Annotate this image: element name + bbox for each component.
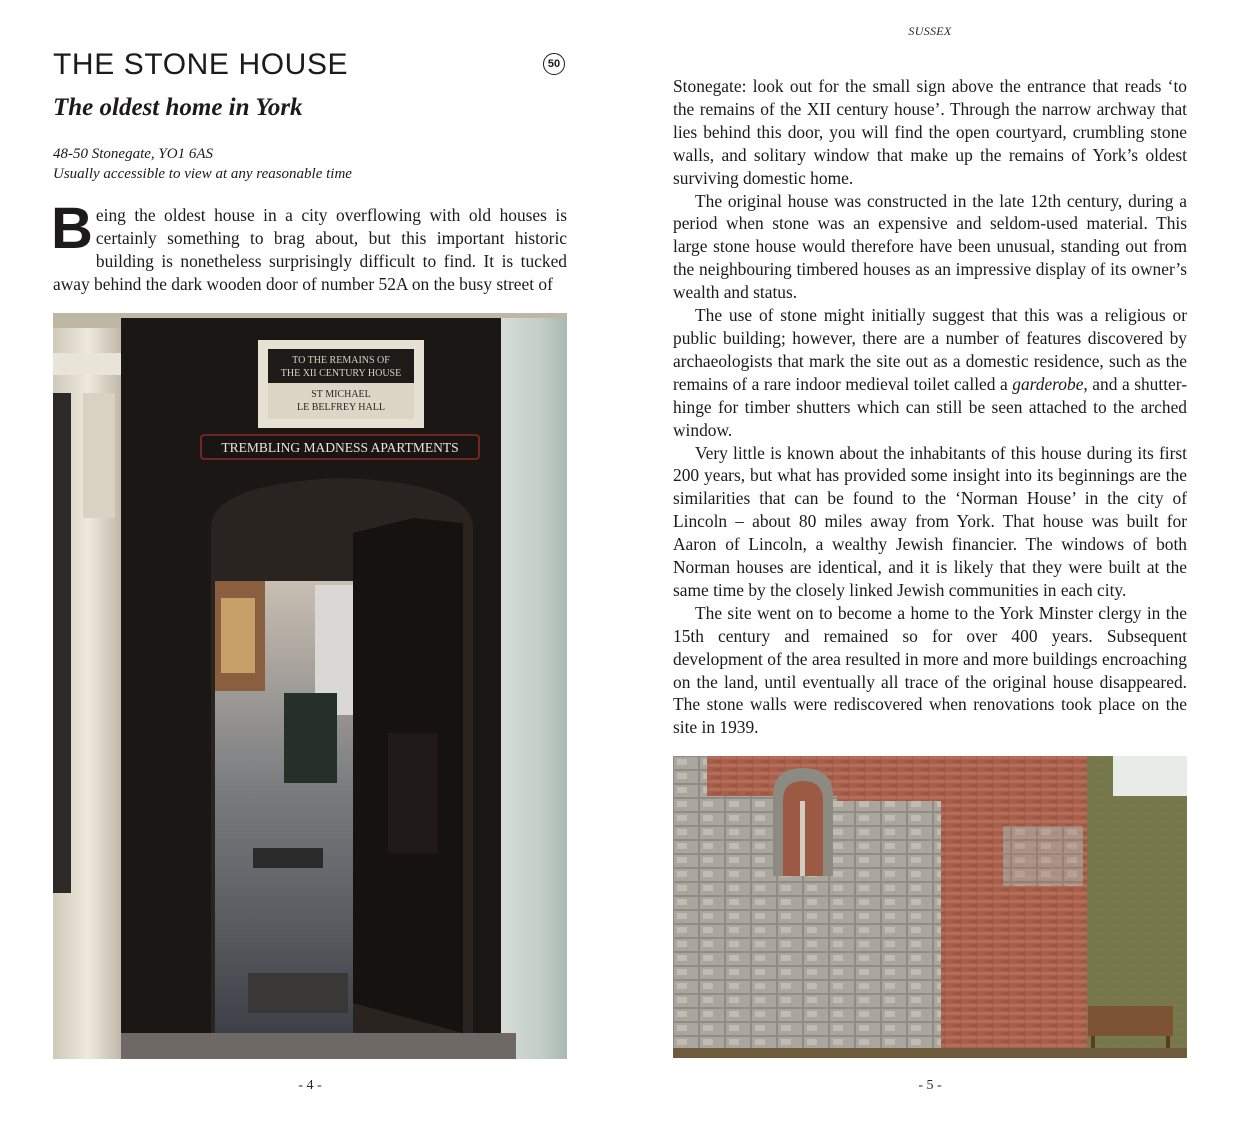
address-line: 48-50 Stonegate, YO1 6AS — [53, 146, 213, 162]
drop-cap: B — [51, 196, 93, 261]
paragraph-3-tail: , and a shutter-hinge for timber shutters which can still be seen attached to the arched window. — [673, 373, 1187, 440]
doorway-photo — [53, 313, 567, 1059]
svg-text:TREMBLING MADNESS APARTMENTS: TREMBLING MADNESS APARTMENTS — [221, 440, 459, 455]
paragraph-4: Very little is known about the inhabitants of this house during its first 200 years, but what has provided some insight into its beginnings are the similarities that can be found to the ‘Norman House’ in the city of Lincoln – about 80 miles away from York. That house was built for Aaron of Lincoln, a wealthy Jewish financier. The windows of both Norman houses are identical, and it is likely that they were built at the same time by the closely linked Jewish communities in each city. — [673, 442, 1187, 600]
svg-text:ST MICHAEL: ST MICHAEL — [311, 389, 371, 400]
paragraph-5: The site went on to become a home to the York Minster clergy in the 15th century and remained so for over 400 years. Subsequent development of the area resulted in more and more buildings encroaching on the land, until eventually all trace of the original house disappeared. The stone walls were rediscovered when renovations took place on the site in 1939. — [673, 602, 1187, 738]
intro-text: eing the oldest house in a city overflowing with old houses is certainly something to brag about, but this important historic building is nonetheless surprisingly difficult to find. It is tucked away behind the dark wooden door of number 52A on the busy street of — [53, 205, 567, 294]
garderobe-term: garderobe — [1012, 373, 1084, 394]
svg-text:LE BELFREY HALL: LE BELFREY HALL — [297, 402, 385, 413]
paragraph-1: Stonegate: look out for the small sign above the entrance that reads ‘to the remains of the XII century house’. Through the narrow archway that lies behind this door, you will find the open courtyard, crumbling stone walls, and solitary window that make up the remains of York’s oldest surviving domestic home. — [673, 76, 1187, 188]
intro-paragraph — [51, 196, 567, 296]
entry-title: THE STONE HOUSE — [53, 48, 349, 81]
svg-text:TO THE REMAINS OF: TO THE REMAINS OF — [292, 355, 390, 366]
paragraph-3-text: The use of stone might initially suggest that this was a religious or public building; however, there are a number of features discovered by archaeologists that mark the site out as a domestic residence, such as the remains of a rare indoor medieval toilet called a — [673, 305, 1187, 394]
access-line: Usually accessible to view at any reasonable time — [53, 166, 352, 182]
svg-text:THE XII CENTURY HOUSE: THE XII CENTURY HOUSE — [280, 368, 402, 379]
body-text — [673, 75, 1187, 739]
paragraph-3 — [673, 304, 1187, 441]
page-number-right: - 5 - — [918, 1078, 942, 1093]
entry-info — [53, 144, 352, 184]
paragraph-2: The original house was constructed in the late 12th century, during a period when stone was an expensive and seldom-used material. This large stone house would therefore have been unusual, standing out from the neighbouring timbered houses as an impressive display of its owner’s wealth and status. — [673, 190, 1187, 303]
entry-subtitle: The oldest home in York — [53, 94, 303, 121]
entry-number-badge: 50 — [543, 53, 565, 75]
running-head: SUSSEX — [908, 24, 952, 38]
page-number-left: - 4 - — [298, 1078, 322, 1093]
right-page — [620, 0, 1240, 1122]
ruined-wall-photo — [673, 756, 1187, 1058]
